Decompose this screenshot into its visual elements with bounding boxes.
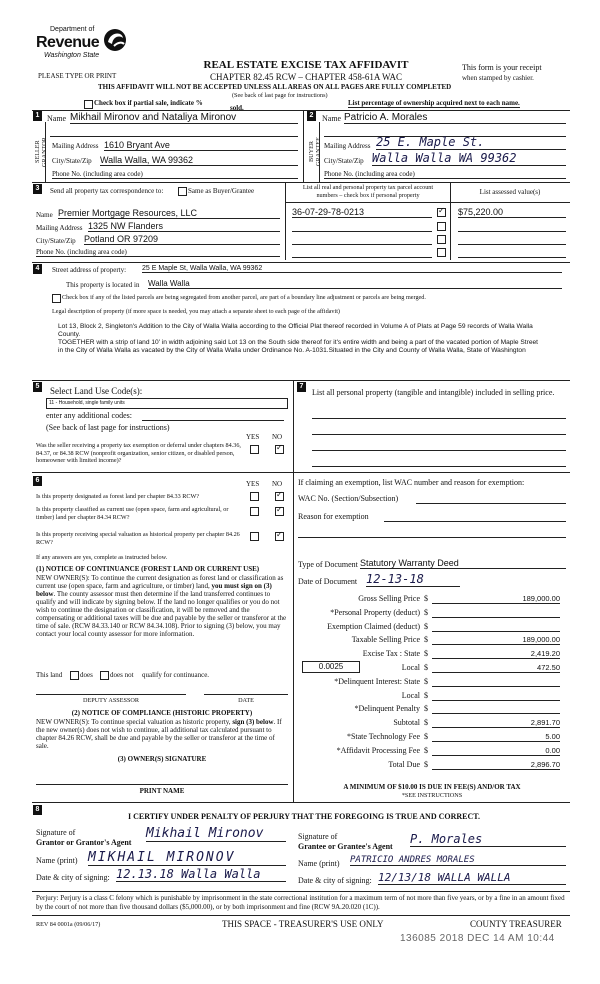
exemption-claim-label: If claiming an exemption, list WAC number and reason for exemption: <box>298 478 525 487</box>
section-number-1: 1 <box>33 111 42 121</box>
doc-type[interactable]: Statutory Warranty Deed <box>360 558 566 569</box>
land-use-code-select[interactable]: 11 - Household, single family units <box>46 398 288 409</box>
form-chapter: CHAPTER 82.45 RCW – CHAPTER 458-61A WAC <box>210 72 402 82</box>
tax-row-value[interactable]: 2,891.70 <box>432 718 560 728</box>
tax-row-value[interactable]: 2,896.70 <box>432 760 560 770</box>
divider <box>292 231 432 232</box>
assessed-value[interactable]: $75,220.00 <box>458 207 566 218</box>
dor-logo <box>30 26 130 66</box>
divider <box>50 136 298 137</box>
does-label: does <box>80 671 93 679</box>
divider <box>142 420 284 421</box>
exemption-no-checkbox[interactable] <box>275 445 284 454</box>
divider <box>32 891 570 892</box>
dollar-sign: $ <box>424 635 428 645</box>
local-rate-box[interactable]: 0.0025 <box>302 661 360 673</box>
dollar-sign: $ <box>424 649 428 659</box>
grantor-name[interactable]: MIKHAIL MIRONOV <box>88 850 286 866</box>
doc-date-label: Date of Document <box>298 577 358 586</box>
section-number-8: 8 <box>33 805 42 815</box>
treasurer-use-label: THIS SPACE - TREASURER'S USE ONLY <box>222 919 384 929</box>
assessed-header: List assessed value(s) <box>479 188 541 196</box>
seller-mail-label: Mailing Address <box>52 142 99 150</box>
grantee-sig-label-2: Grantee or Grantee's Agent <box>298 842 393 851</box>
tax-row-label: *Affidavit Processing Fee <box>336 745 420 755</box>
seller-name[interactable]: Mikhail Mironov and Nataliya Mironov <box>70 112 298 124</box>
reason-label: Reason for exemption <box>298 512 369 521</box>
buyer-mail-label: Mailing Address <box>324 142 371 150</box>
buyer-name-label: Name <box>322 114 342 123</box>
forest-yes-checkbox[interactable] <box>250 492 259 501</box>
seller-side-label: SELLER GRANTOR <box>34 137 48 167</box>
grantor-signature[interactable]: Mikhail Mironov <box>146 826 286 842</box>
tax-row-value[interactable] <box>432 704 560 714</box>
segregated-checkbox[interactable] <box>52 294 61 303</box>
section-number-3: 3 <box>33 184 42 194</box>
notice-compliance-b: . If the new owner(s) does not wish to continue, all additional tax calculated pursuant to chapter 84.26 RCW, shall be due and payable by the seller or transferor at the time of sale. <box>36 718 282 750</box>
yes-header-6: YES <box>246 480 260 488</box>
tax-name-label: Name <box>36 211 53 219</box>
grantee-date-label: Date & city of signing: <box>298 876 372 885</box>
please-type: PLEASE TYPE OR PRINT <box>38 72 117 80</box>
recording-stamp: 136085 2018 DEC 14 AM 10:44 <box>400 933 555 944</box>
tax-row-value[interactable]: 5.00 <box>432 732 560 742</box>
logo-state: Washington State <box>44 52 100 59</box>
deputy-assessor-label: DEPUTY ASSESSOR <box>83 697 139 704</box>
see-instructions-note: *SEE INSTRUCTIONS <box>401 792 463 799</box>
tax-city-label: City/State/Zip <box>36 237 76 245</box>
divider <box>32 802 570 803</box>
legal-description[interactable]: Lot 13, Block 2, Singleton's Addition to the City of Walla Walla according to the Official Plat thereof recorded in Volume A of Plats at Page 59 records of Walla Walla County. TOGETHER with a strip of land 10' in width adjoining said Lot 13 on the South side thereof for it's entire width and being a part of the vacated portion of Maple Street in the City of Walla Walla as vacated by the City of Walla Walla under Ordinance No. A-1031.Situated in the City and County of Walla Walla, State of Washington <box>58 323 538 354</box>
see-back-note: (See back of last page for instructions) <box>232 92 328 99</box>
divider <box>32 472 570 473</box>
exemption-question: Was the seller receiving a property tax exemption or deferral under chapters 84.36, 84.37, or 84.38 RCW (nonprofit organization, senior citizen, or disabled person, homeowner with limited income)? <box>36 442 241 464</box>
tax-row-value[interactable] <box>432 622 560 632</box>
grantee-date-city[interactable]: 12/13/18 WALLA WALLA <box>378 871 566 885</box>
street-address-label: Street address of property: <box>52 266 127 274</box>
grantee-name[interactable]: PATRICIO ANDRES MORALES <box>350 855 566 866</box>
qualify-label: qualify for continuance. <box>142 671 210 679</box>
ownership-note: List percentage of ownership acquired next to each name. <box>348 99 520 107</box>
divider <box>32 262 570 263</box>
date-line <box>204 694 288 695</box>
tax-row-label: *Personal Property (deduct) <box>330 607 420 617</box>
buyer-city-label: City/State/Zip <box>324 157 364 165</box>
if-yes-instructions: If any answers are yes, complete as instructed below. <box>36 554 168 561</box>
grantee-name-label: Name (print) <box>298 859 340 868</box>
notice-compliance-sign: sign (3) below <box>232 718 274 726</box>
owner-signature-label: (3) OWNER(S) SIGNATURE <box>117 755 207 763</box>
parcel-account-number[interactable]: 36-07-29-78-0213 <box>292 207 432 218</box>
tax-row-label: *State Technology Fee <box>346 732 420 741</box>
rev-number: REV 84 0001a (09/06/17) <box>36 921 101 928</box>
section-number-5: 5 <box>33 382 42 392</box>
seller-city-label: City/State/Zip <box>52 157 92 165</box>
tax-mail[interactable]: 1325 NW Flanders <box>88 221 280 232</box>
personal-property-checkbox-1[interactable] <box>437 208 446 217</box>
divider <box>293 380 294 472</box>
tax-mail-label: Mailing Address <box>36 224 83 232</box>
divider <box>312 418 566 419</box>
wac-line <box>416 503 566 504</box>
certify-statement: I CERTIFY UNDER PENALTY OF PERJURY THAT THE FOREGOING IS TRUE AND CORRECT. <box>128 812 481 821</box>
tax-row-label: Excise Tax : State <box>362 649 420 659</box>
divider <box>32 110 570 111</box>
dollar-sign: $ <box>424 745 428 755</box>
additional-codes-label: enter any additional codes: <box>46 411 132 420</box>
tax-row-label: Total Due <box>388 759 420 769</box>
divider <box>303 110 304 182</box>
dollar-sign: $ <box>424 759 428 769</box>
doc-date[interactable]: 12-13-18 <box>366 572 460 587</box>
located-in-label: This property is located in <box>66 281 140 289</box>
buyer-side-label: BUYER GRANTEE <box>308 137 322 167</box>
seller-name-label: Name <box>47 114 67 123</box>
notice-compliance-title: (2) NOTICE OF COMPLIANCE (HISTORIC PROPERTY) <box>71 709 253 717</box>
tax-row-label: *Delinquent Interest: State <box>334 676 420 686</box>
doc-type-label: Type of Document <box>298 560 358 569</box>
divider <box>45 122 46 182</box>
seller-mail[interactable]: 1610 Bryant Ave <box>104 140 298 151</box>
deputy-assessor-line <box>36 694 186 695</box>
does-qualify-checkbox[interactable] <box>70 671 79 680</box>
tax-row-label: *Delinquent Penalty <box>354 704 420 714</box>
buyer-city[interactable]: Walla Walla WA 99362 <box>372 151 566 166</box>
divider <box>293 472 294 802</box>
grantor-name-label: Name (print) <box>36 856 78 865</box>
notice-compliance-a: NEW OWNER(S): To continue special valuation as historic property, <box>36 718 231 726</box>
personal-property-checkbox-2[interactable] <box>437 222 446 231</box>
divider <box>319 122 320 182</box>
minimum-note: A MINIMUM OF $10.00 IS DUE IN FEE(S) AND/OR TAX <box>343 783 521 791</box>
dollar-sign: $ <box>424 621 428 631</box>
revenue-swirl-icon <box>102 26 128 54</box>
notice-continuance-sign: you must sign on (3) below <box>36 582 272 598</box>
divider <box>285 202 570 203</box>
forest-land-question: Is this property designated as forest land per chapter 84.33 RCW? <box>36 493 200 500</box>
dollar-sign: $ <box>424 732 428 741</box>
current-use-no-checkbox[interactable] <box>275 507 284 516</box>
tax-city[interactable]: Potland OR 97209 <box>84 234 280 245</box>
this-land-label: This land <box>36 671 63 679</box>
tax-row-value[interactable]: 2,419.20 <box>432 649 560 659</box>
no-header: NO <box>272 433 283 441</box>
exemption-yes-checkbox[interactable] <box>250 445 259 454</box>
buyer-mail[interactable]: 25 E. Maple St. <box>376 135 566 150</box>
same-as-buyer-checkbox[interactable] <box>178 187 187 196</box>
date-label: DATE <box>238 697 254 704</box>
tax-row-value[interactable] <box>432 608 560 618</box>
section-number-2: 2 <box>307 111 316 121</box>
personal-property-instructions: List all personal property (tangible and intangible) included in selling price. <box>312 388 555 397</box>
section-number-7: 7 <box>297 382 306 392</box>
tax-row-label: Subtotal <box>393 718 420 728</box>
tax-phone-label: Phone No. (including area code) <box>36 248 280 257</box>
perjury-notice: Perjury: Perjury is a class C felony which is punishable by imprisonment in the state correctional institution for a maximum term of not more than five years, or by a fine in an amount fixed by the court of not more than five thousand dollars ($5,000.00), or by both imprisonment and fine (RCW 9A.20.020 (1C)). <box>36 894 565 911</box>
buyer-phone-label: Phone No. (including area code) <box>324 170 566 179</box>
notice-compliance-text <box>36 718 288 750</box>
divider <box>32 380 570 381</box>
tax-row-label: Gross Selling Price <box>358 594 420 603</box>
historic-yes-checkbox[interactable] <box>250 532 259 541</box>
historic-no-checkbox[interactable] <box>275 532 284 541</box>
dollar-sign: $ <box>424 676 428 686</box>
divider <box>458 231 566 232</box>
segregated-label: Check box if any of the listed parcels are being segregated from another parcel, are part of a boundary line adjustment or parcels are being merged. <box>62 294 426 301</box>
legal-description-label: Legal description of property (if more space is needed, you may attach a separate sheet to each page of the affidavit) <box>52 308 340 315</box>
tax-row-value[interactable] <box>432 677 560 687</box>
receipt-line-1: This form is your receipt <box>462 63 542 72</box>
does-not-qualify-checkbox[interactable] <box>100 671 109 680</box>
wac-label: WAC No. (Section/Subsection) <box>298 494 399 503</box>
tax-row-value[interactable]: 472.50 <box>432 663 560 673</box>
send-correspondence-label: Send all property tax correspondence to: <box>50 187 164 195</box>
dollar-sign: $ <box>424 607 428 617</box>
section-number-4: 4 <box>33 264 42 274</box>
tax-row-label: Local <box>401 690 420 700</box>
divider <box>458 244 566 245</box>
yes-header: YES <box>246 433 260 441</box>
current-use-yes-checkbox[interactable] <box>250 507 259 516</box>
does-not-label: does not <box>110 671 134 679</box>
tax-row-value[interactable]: 189,000.00 <box>432 635 560 645</box>
dollar-sign: $ <box>424 718 428 728</box>
dollar-sign: $ <box>424 663 428 672</box>
partial-sale-label: Check box if partial sale, indicate % <box>94 99 203 107</box>
forest-no-checkbox[interactable] <box>275 492 284 501</box>
divider <box>292 244 432 245</box>
partial-sold-label: sold. <box>230 104 244 112</box>
divider <box>458 257 566 258</box>
account-header-1: List all real and personal property tax parcel account <box>302 184 434 191</box>
land-use-select-label: Select Land Use Code(s): <box>50 386 143 396</box>
divider <box>292 257 432 258</box>
grantor-sig-label-2: Grantor or Grantor's Agent <box>36 838 132 847</box>
dollar-sign: $ <box>424 704 428 714</box>
grantee-signature[interactable]: P. Morales <box>410 832 566 847</box>
historic-question: Is this property receiving special valuation as historical property per chapter 84.26 RCW? <box>36 531 240 546</box>
tax-row-value[interactable] <box>432 691 560 701</box>
receipt-line-2: when stamped by cashier. <box>462 74 534 82</box>
street-address[interactable]: 25 E Maple St, Walla Walla, WA 99362 <box>142 265 562 273</box>
warning-line: THIS AFFIDAVIT WILL NOT BE ACCEPTED UNLESS ALL AREAS ON ALL PAGES ARE FULLY COMPLETED <box>98 83 452 91</box>
grantor-date-label: Date & city of signing: <box>36 873 110 882</box>
personal-property-checkbox-3[interactable] <box>437 235 446 244</box>
owner-signature-line <box>36 784 288 785</box>
county-treasurer-label: COUNTY TREASURER <box>470 919 562 929</box>
reason-line <box>384 521 566 522</box>
tax-row-label: Local <box>401 663 420 672</box>
notice-continuance-b: . The county assessor must then determine if the land transferred continues to qualify and will indicate by signing below. If the land no longer qualifies or you do not wish to continue the designation or classification, it will be removed and the compensating or additional taxes will be due and payable by the seller or transferor at the time of sale. (RCW 84.33.140 or RCW 84.34.108). Prior to signing (3) below, you may contact your local county assessor for more information. <box>36 590 287 638</box>
divider <box>32 915 570 916</box>
logo-dept-line: Department of <box>50 26 95 33</box>
divider <box>450 182 451 260</box>
divider <box>312 434 566 435</box>
divider <box>32 182 570 183</box>
divider <box>285 182 286 260</box>
logo-revenue: Revenue <box>36 34 100 51</box>
current-use-question: Is this property classified as current use (open space, farm and agricultural, or timber) land per chapter 84.34 RCW? <box>36 506 229 521</box>
grantee-sig-label-1: Signature of <box>298 832 338 841</box>
dollar-sign: $ <box>424 594 428 603</box>
land-use-see-back: (See back of last page for instructions) <box>46 423 170 432</box>
tax-name[interactable]: Premier Mortgage Resources, LLC <box>58 208 280 219</box>
divider <box>312 450 566 451</box>
account-header-2: numbers – check box if personal property <box>316 192 420 199</box>
partial-sale-checkbox[interactable] <box>84 100 93 109</box>
personal-property-checkbox-4[interactable] <box>437 248 446 257</box>
located-in[interactable]: Walla Walla <box>148 279 562 289</box>
reason-line-2 <box>298 537 566 538</box>
tax-row-label: Taxable Selling Price <box>351 635 420 645</box>
notice-continuance-text <box>36 574 288 638</box>
seller-city[interactable]: Walla Walla, WA 99362 <box>100 155 298 166</box>
dollar-sign: $ <box>424 690 428 700</box>
tax-row-value[interactable]: 189,000.00 <box>432 594 560 604</box>
form-title: REAL ESTATE EXCISE TAX AFFIDAVIT <box>203 59 409 71</box>
no-header-6: NO <box>272 480 283 488</box>
grantor-date-city[interactable]: 12.13.18 Walla Walla <box>116 867 286 882</box>
grantor-sig-label-1: Signature of <box>36 828 76 837</box>
notice-continuance-a: NEW OWNER(S): To continue the current designation as forest land or classification as current use (open space, farm and agriculture, or timber) land, <box>36 574 284 590</box>
same-as-buyer-label: Same as Buyer/Grantee <box>188 187 255 195</box>
tax-row-value[interactable]: 0.00 <box>432 746 560 756</box>
section-number-6: 6 <box>33 476 42 486</box>
divider <box>312 466 566 467</box>
tax-row-label: Exemption Claimed (deduct) <box>327 621 420 631</box>
buyer-name[interactable]: Patricio A. Morales <box>344 112 566 124</box>
notice-continuance-title: (1) NOTICE OF CONTINUANCE (FOREST LAND OR CURRENT USE) <box>36 565 260 573</box>
seller-phone-label: Phone No. (including area code) <box>52 170 298 179</box>
print-name-label: PRINT NAME <box>139 787 185 795</box>
